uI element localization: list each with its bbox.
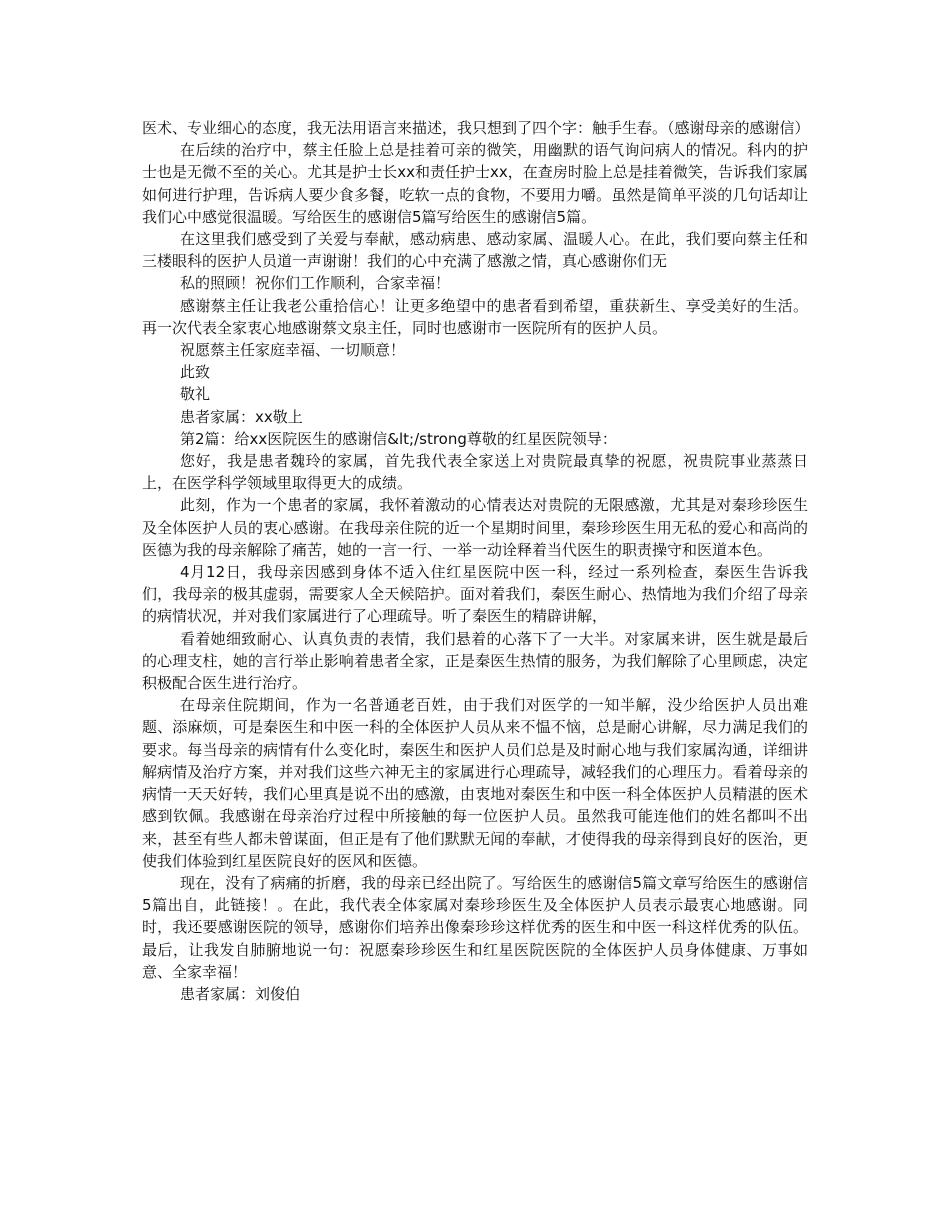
- paragraph: 您好，我是患者魏玲的家属，首先我代表全家送上对贵院最真挚的祝愿，祝贵院事业蒸蒸日上，在医学科学领域里取得更大的成绩。: [142, 452, 808, 493]
- letter-body: [142, 117, 808, 1005]
- paragraph: 在后续的治疗中，蔡主任脸上总是挂着可亲的微笑，用幽默的语气询问病人的情况。科内的护士也是无微不至的关心。尤其是护士长xx和责任护士xx，在查房时脸上总是挂着微笑，告诉我们家属如何进行护理，告诉病人要少食多餐，吃软一点的食物，不要用力嚼。虽然是简单平淡的几句话却让我们心中感觉很温暖。写给医生的感谢信5篇写给医生的感谢信5篇。: [142, 141, 808, 226]
- paragraph: 私的照顾！祝你们工作顺利，合家幸福！: [180, 274, 451, 293]
- paragraph: 在这里我们感受到了关爱与奉献，感动病患、感动家属、温暖人心。在此，我们要向蔡主任和三楼眼科的医护人员道一声谢谢！我们的心中充满了感激之情，真心感谢你们无: [142, 230, 808, 271]
- signature: 患者家属：刘俊伯: [180, 984, 301, 1003]
- closing-line: 敬礼: [180, 385, 211, 404]
- paragraph: 在母亲住院期间，作为一名普通老百姓，由于我们对医学的一知半解，没少给医护人员出难题、添麻烦，可是秦医生和中医一科的全体医护人员从来不愠不恼，总是耐心讲解，尽力满足我们的要求。每当母亲的病情有什么变化时，秦医生和医护人员们总是及时耐心地与我们家属沟通，详细讲解病情及治疗方案，并对我们这些六神无主的家属进行心理疏导，减轻我们的心理压力。看着母亲的病情一天天好转，我们心里真是说不出的感激，由衷地对秦医生和中医一科全体医护人员精湛的医术感到钦佩。我感谢在母亲治疗过程中所接触的每一位医护人员。虽然我可能连他们的姓名都叫不出来，甚至有些人都未曾谋面，但正是有了他们默默无闻的奉献，才使得我的母亲得到良好的医治，更使我们体验到红星医院良好的医风和医德。: [142, 696, 808, 870]
- paragraph: 4月12日，我母亲因感到身体不适入住红星医院中医一科，经过一系列检查，秦医生告诉我们，我母亲的极其虚弱，需要家人全天候陪护。面对着我们，秦医生耐心、热情地为我们介绍了母亲的病情状况，并对我们家属进行了心理疏导。听了秦医生的精辟讲解，: [142, 563, 808, 626]
- paragraph: 祝愿蔡主任家庭幸福、一切顺意！: [180, 341, 406, 360]
- closing-line: 此致: [180, 363, 211, 382]
- paragraph: 现在，没有了病痛的折磨，我的母亲已经出院了。写给医生的感谢信5篇文章写给医生的感谢信5篇出自，此链接！。在此，我代表全体家属对秦珍珍医生及全体医护人员表示最衷心地感谢。同时，我还要感谢医院的领导，感谢你们培养出像秦珍珍这样优秀的医生和中医一科这样优秀的队伍。最后，让我发自肺腑地说一句：祝愿秦珍珍医生和红星医院医院的全体医护人员身体健康、万事如意、全家幸福！: [142, 873, 808, 981]
- section-heading: 第2篇：给xx医院医生的感谢信&lt;/strong尊敬的红星医院领导：: [180, 429, 617, 448]
- paragraph: 看着她细致耐心、认真负责的表情，我们悬着的心落下了一大半。对家属来讲，医生就是最后的心理支柱，她的言行举止影响着患者全家，正是秦医生热情的服务，为我们解除了心里顾虑，决定积极配合医生进行治疗。: [142, 629, 808, 693]
- paragraph: 感谢蔡主任让我老公重拾信心！让更多绝望中的患者看到希望，重获新生、享受美好的生活。再一次代表全家衷心地感谢蔡文泉主任，同时也感谢市一医院所有的医护人员。: [142, 296, 808, 337]
- paragraph: 医术、专业细心的态度，我无法用语言来描述，我只想到了四个字：触手生春。（感谢母亲的感谢信）: [142, 119, 810, 137]
- signature: 患者家属：xx敬上: [180, 407, 303, 426]
- paragraph: 此刻，作为一个患者的家属，我怀着激动的心情表达对贵院的无限感激，尤其是对秦珍珍医生及全体医护人员的衷心感谢。在我母亲住院的近一个星期时间里，秦珍珍医生用无私的爱心和高尚的医德为我的母亲解除了痛苦，她的一言一行、一举一动诠释着当代医生的职责操守和医道本色。: [142, 496, 808, 559]
